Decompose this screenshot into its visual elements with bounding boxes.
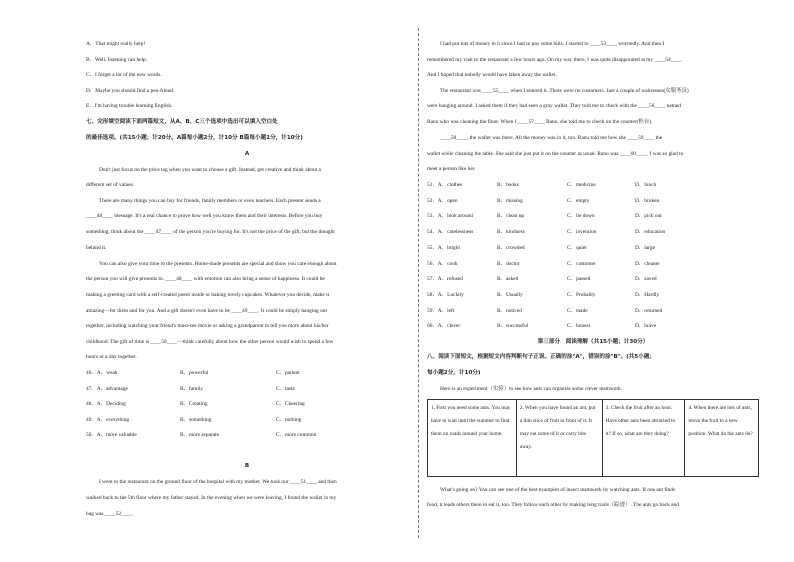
choice-50-c[interactable]: C．more common xyxy=(276,432,317,438)
choice-53-d[interactable]: D．pick out xyxy=(635,213,662,219)
choice-57-c[interactable]: C．passed xyxy=(567,276,591,282)
choice-53-c[interactable]: C．lie down xyxy=(567,213,595,219)
choice-56-c[interactable]: C．customer xyxy=(567,261,596,267)
section8-heading-line2: 每小题2分，计10分) xyxy=(427,370,481,376)
passage-b-title: B xyxy=(244,463,250,469)
option-a: A．That might really help! xyxy=(86,41,146,47)
step-3-cell: 3. Check the fruit after an hour. Have other ants been attracted to it? If so, what are they doing? xyxy=(602,400,685,477)
option-c: C．I forget a lot of the new words. xyxy=(86,72,162,78)
passage-a-line: childhood. The gift of time is ____50____—think carefully about how the other person would wish to spend a few xyxy=(86,339,334,345)
step-2-cell: 2. When you have found an ant, put a thin slice of fruit in front of it. It may eat some of it or carry bits away. xyxy=(516,400,602,477)
section7-heading-line1: 七、完形填空阅读下面两篇短文，从A、B、C三个选项中选出可以填入空白处 xyxy=(86,119,278,125)
choice-50-b[interactable]: B．more separate xyxy=(180,432,220,438)
choice-55-a[interactable]: 55．A．bright xyxy=(427,245,460,251)
section7-heading-line2: 的最佳选项。(共15小题；计20分。A篇每小题2分，计10分 B篇每小题1分，计10分) xyxy=(86,135,303,141)
choice-53-a[interactable]: 53．A．look around xyxy=(427,213,473,219)
column-divider xyxy=(418,28,419,538)
choice-47-a[interactable]: 47．A．advantage xyxy=(86,386,128,392)
choice-49-a[interactable]: 49．A．everything xyxy=(86,417,130,423)
passage-b-line: The restaurant was ____55____ when I entered it. There were no customers. Just a couple of waitresses(女服务员) xyxy=(440,88,689,94)
choice-52-a[interactable]: 52．A．open xyxy=(427,198,458,204)
option-d: D．Maybe you should find a pen-friend. xyxy=(86,88,175,94)
choice-47-b[interactable]: B．family xyxy=(180,386,204,392)
choice-48-c[interactable]: C．Cheering xyxy=(276,401,305,407)
choice-50-a[interactable]: 50．A．more valuable xyxy=(86,432,137,438)
step-4-cell: 4. When there are lots of ants, move the fruit to a new position. What do the ants do? xyxy=(685,400,759,477)
choice-47-c[interactable]: C．taste xyxy=(276,386,295,392)
passage-a-line: behind it. xyxy=(86,245,107,251)
choice-57-a[interactable]: 57．A．refused xyxy=(427,276,463,282)
closing-line: What's going on? You can see one of the best examples of insect teamwork by watching ants. If one ant finds xyxy=(440,487,676,493)
choice-59-c[interactable]: C．made xyxy=(567,308,588,314)
choice-51-b[interactable]: B．books xyxy=(497,182,519,188)
passage-a-line: something, think about the ____47____ of the person you're buying for. It's not the price of the gift, but the thought xyxy=(86,229,335,235)
passage-a-line: amazing—for them and for you. And a gift doesn't even have to be ____49____. It could be simply hanging out xyxy=(86,308,327,314)
step-1-cell: 1. First you need some ants. You may have to wait until the summer to find them on roads around your home. xyxy=(428,400,517,477)
choice-54-b[interactable]: B．kindness xyxy=(497,229,525,235)
option-e: E．I'm having trouble learning English. xyxy=(86,103,173,109)
passage-b-line: wallet while cleaning the table. She said she just put it on the counter as usual. Ranu was ____60____. I was so glad to xyxy=(427,151,684,157)
option-b: B．Well, listening can help. xyxy=(86,57,148,63)
choice-46-c[interactable]: C．patient xyxy=(276,370,300,376)
choice-55-c[interactable]: C．quiet xyxy=(567,245,587,251)
choice-59-b[interactable]: B．noticed xyxy=(497,308,522,314)
passage-a-line: You can also give your time to the presents. Home-made presents are special and show you care enough about xyxy=(99,261,337,267)
choice-54-d[interactable]: D．education xyxy=(635,229,666,235)
choice-58-d[interactable]: D．Hardly xyxy=(635,292,660,298)
closing-line: food, it leads others there to eat it, too. They follow each other by making long trails（踪迹）. The ants go back and xyxy=(427,502,679,508)
choice-56-a[interactable]: 56．A．cook xyxy=(427,261,458,267)
choice-60-c[interactable]: C．honest xyxy=(567,323,591,329)
choice-52-c[interactable]: C．empty xyxy=(567,198,590,204)
passage-b-line: Ranu who was cleaning the floor. When I ____57____ Ranu, she told me to check on the counter(柜台). xyxy=(427,119,653,125)
choice-46-b[interactable]: B．powerful xyxy=(180,370,209,376)
passage-a-line: Don't just focus on the price tag when you want to choose a gift. Instead, get creative and think about a xyxy=(99,167,321,173)
choice-56-b[interactable]: B．doctor xyxy=(497,261,520,267)
passage-a-line: together, including watching your friend's must-see movie or asking a grandparent to tell you more about his/her xyxy=(86,323,329,329)
passage-b-line: And I hoped that nobody would have taken away the wallet. xyxy=(427,72,557,78)
choice-48-b[interactable]: B．Creating xyxy=(180,401,208,407)
choice-59-a[interactable]: 59．A．left xyxy=(427,308,455,314)
choice-60-b[interactable]: B．successful xyxy=(497,323,529,329)
choice-51-a[interactable]: 51．A．clothes xyxy=(427,182,463,188)
passage-a-line: There are many things you can buy for friends, family members or even teachers. Each present sends a xyxy=(99,198,321,204)
passage-b-line: bag was ____52____. xyxy=(86,511,134,517)
passage-a-line: different set of values. xyxy=(86,182,135,188)
passage-b-line: were hanging around. I asked them if they had seen a gray wallet. They told me to check with the ____56____ named xyxy=(427,103,681,109)
choice-52-d[interactable]: D．broken xyxy=(635,198,660,204)
part3-heading: 第三部分 阅读理解（共15小题；计30分） xyxy=(537,339,649,345)
choice-54-c[interactable]: C．invention xyxy=(567,229,597,235)
choice-49-c[interactable]: C．nothing xyxy=(276,417,302,423)
passage-b-line: I went to the restaurant on the ground floor of the hospital with my mother. We took our ____51____ and then xyxy=(99,479,337,485)
choice-54-a[interactable]: 54．A．carelessness xyxy=(427,229,474,235)
experiment-steps-table xyxy=(427,399,759,477)
choice-55-d[interactable]: D．large xyxy=(635,245,655,251)
choice-46-a[interactable]: 46．A．weak xyxy=(86,370,118,376)
experiment-intro: Here is an experiment（实验）to see how ants can organize some clever teamwork. xyxy=(440,386,623,392)
passage-b-line: ____58____, the wallet was there. All the money was in it, too. Ranu told me how she ____59____ the xyxy=(440,135,663,141)
passage-a-title: A xyxy=(244,151,250,157)
choice-60-a[interactable]: 60．A．clever xyxy=(427,323,461,329)
section8-heading-line1: 八、阅读下面短文，根据短文内容判断句子正误。正确的涂"A"，错误的涂"B"。(共5小题； xyxy=(427,354,656,360)
choice-57-d[interactable]: D．saved xyxy=(635,276,657,282)
choice-56-d[interactable]: D．cleaner xyxy=(635,261,660,267)
choice-49-b[interactable]: B．something xyxy=(180,417,212,423)
passage-a-line: ____46____ message. It's a real chance to prove how well you know them and their interests. Before you buy xyxy=(86,213,323,219)
choice-55-b[interactable]: B．crowded xyxy=(497,245,525,251)
choice-51-d[interactable]: D．lunch xyxy=(635,182,657,188)
choice-60-d[interactable]: D．brave xyxy=(635,323,657,329)
choice-53-b[interactable]: B．clean up xyxy=(497,213,525,219)
passage-b-line: walked back to the 5th floor where my father stayed. In the evening when we were leaving, I found the wallet in my xyxy=(86,495,337,501)
choice-51-c[interactable]: C．medicine xyxy=(567,182,596,188)
choice-52-b[interactable]: B．missing xyxy=(497,198,523,204)
passage-b-line: meet a person like her. xyxy=(427,166,476,172)
choice-59-d[interactable]: D．returned xyxy=(635,308,663,314)
passage-b-line: remembered my visit to the restaurant a few hours ago. On my way there, I was quite disappointed at my ____54____. xyxy=(427,57,683,63)
choice-58-b[interactable]: B．Usually xyxy=(497,292,523,298)
passage-b-line: I had put lots of money in it since I had to pay some bills. I started to ____53____ worriedly. And then I xyxy=(440,41,665,47)
choice-57-b[interactable]: B．asked xyxy=(497,276,519,282)
passage-a-line: hours or a day together. xyxy=(86,354,137,360)
choice-48-a[interactable]: 48．A．Deciding xyxy=(86,401,126,407)
passage-a-line: the person you will give presents to. ____48____ with emotion can also bring a sense of happiness. It could be xyxy=(86,276,325,282)
choice-58-c[interactable]: C．Probably xyxy=(567,292,596,298)
choice-58-a[interactable]: 58．A．Luckily xyxy=(427,292,464,298)
passage-a-line: making a greeting card with a self-created poem inside or baking lovely cupcakes. Whatever you decide, make it xyxy=(86,292,330,298)
